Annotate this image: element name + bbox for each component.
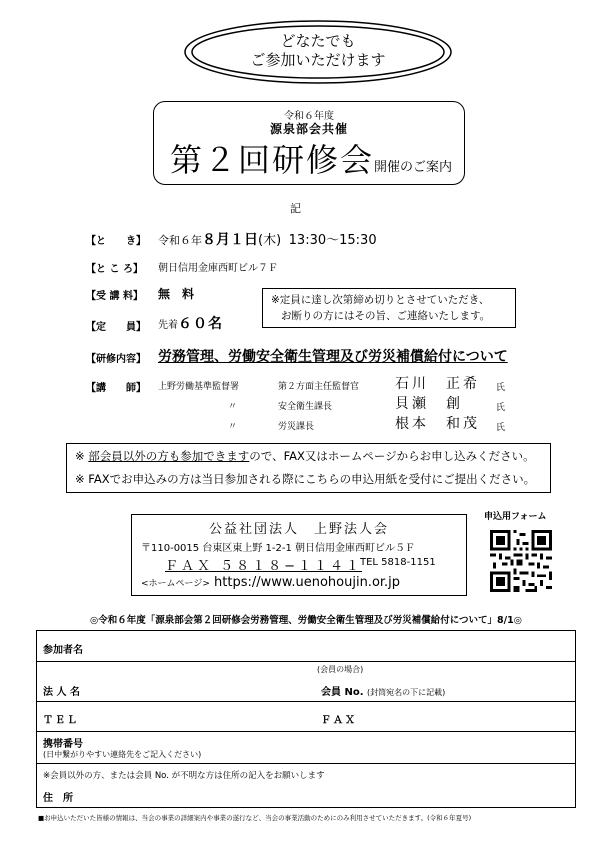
tel-label: ＴＥＬ bbox=[43, 715, 79, 726]
subject-value: 労務管理、労働安全衛生管理及び労災補償給付について bbox=[158, 349, 508, 365]
date-prefix: 令和６年 bbox=[158, 234, 202, 247]
title-suffix: 開催のご案内 bbox=[374, 160, 453, 175]
member-no-label bbox=[321, 683, 445, 698]
application-form bbox=[36, 630, 576, 808]
qr-code-icon[interactable] bbox=[490, 530, 552, 592]
form-divider bbox=[37, 731, 575, 732]
corp-name-label: 法 人 名 bbox=[43, 687, 80, 698]
banner-line1: どなたでも bbox=[280, 32, 356, 50]
form-title: ◎令和６年度「源泉部会第２回研修会労務管理、労働安全衛生管理及び労災補償給付について」8/1◎ bbox=[89, 615, 523, 626]
org-website[interactable] bbox=[141, 575, 400, 590]
instructor-label: 【講 師】 bbox=[86, 383, 146, 394]
tel-field[interactable] bbox=[107, 705, 307, 729]
ki-mark: 記 bbox=[290, 202, 301, 215]
instructor-name: 貝瀬 創 bbox=[395, 396, 463, 412]
mobile-label: 携帯番号 bbox=[43, 739, 83, 750]
date-day: (木) bbox=[258, 233, 282, 248]
note-line2: お断りの方にはその旨、ご連絡いたします。 bbox=[281, 310, 491, 322]
date-value bbox=[158, 229, 377, 249]
form-divider bbox=[37, 701, 575, 702]
place-label: 【と こ ろ】 bbox=[86, 264, 143, 275]
member-case-note: (会員の場合) bbox=[317, 665, 364, 674]
title-main: 第２回研修会 bbox=[170, 141, 375, 179]
notice-emphasis: 部会員以外の方も参加できます bbox=[88, 449, 250, 463]
instructor-name: 石川 正希 bbox=[395, 376, 480, 392]
place-value: 朝日信用金庫西町ビル７Ｆ bbox=[158, 263, 278, 274]
fax-field[interactable] bbox=[367, 705, 567, 729]
instructor-name: 根本 和茂 bbox=[395, 416, 480, 432]
fax-label: ＦＡＸ bbox=[321, 715, 357, 726]
notice-box bbox=[66, 443, 551, 493]
title-host: 源泉部会共催 bbox=[269, 122, 348, 136]
date-time: 13:30〜15:30 bbox=[288, 233, 377, 248]
instructor-title: 安全衛生課長 bbox=[278, 402, 333, 412]
notice-line2: ※ FAXでお申込みの方は当日参加される際にこちらの申込用紙を受付にご提出ください。 bbox=[75, 472, 536, 486]
instructor-org: 上野労働基準監督署 bbox=[158, 382, 240, 392]
web-prefix: <ホームページ> bbox=[141, 579, 210, 589]
mobile-note: (日中繋がりやすい連絡先をご記入ください) bbox=[43, 750, 202, 759]
notice-line1 bbox=[75, 445, 550, 468]
instructor-title: 労災課長 bbox=[278, 422, 315, 432]
notice-rest: ので、FAX又はホームページからお申し込みください。 bbox=[249, 449, 535, 463]
qr-label: 申込用フォーム bbox=[484, 512, 547, 522]
banner-text bbox=[182, 32, 454, 70]
org-name: 公益社団法人 上野法人会 bbox=[208, 522, 389, 537]
date-main: ８月１日 bbox=[202, 232, 258, 248]
fee-value: 無 料 bbox=[158, 287, 195, 301]
org-tel: TEL 5818-1151 bbox=[360, 557, 436, 568]
address-field[interactable] bbox=[107, 783, 567, 805]
banner-line2: ご参加いただけます bbox=[250, 51, 386, 69]
org-address: 〒110-0015 台東区東上野 1-2-1 朝日信用金庫西町ビル５Ｆ bbox=[141, 543, 415, 554]
notice-mark: ※ bbox=[75, 449, 89, 463]
instructor-honorific: 氏 bbox=[496, 423, 506, 433]
fee-label: 【受 講 料】 bbox=[86, 291, 143, 302]
instructor-honorific: 氏 bbox=[496, 383, 506, 393]
mobile-field[interactable] bbox=[277, 735, 567, 759]
member-no-note: (封筒宛名の下に記載) bbox=[367, 688, 446, 697]
form-divider bbox=[37, 661, 575, 662]
note-line1: ※定員に達し次第締め切りとさせていただき、 bbox=[271, 294, 490, 306]
instructor-org: 〃 bbox=[228, 402, 238, 412]
participant-label: 参加者名 bbox=[43, 645, 83, 656]
instructor-org: 〃 bbox=[228, 422, 238, 432]
capacity-value bbox=[158, 313, 223, 333]
page-title bbox=[170, 140, 452, 188]
privacy-footer: ■お申込いただいた皆様の情報は、当会の事業の詳細案内や事業の遂行など、当会の事業活動のためにのみ利用させていただきます。(令和６年夏号) bbox=[38, 814, 472, 822]
address-label: 住 所 bbox=[43, 793, 73, 804]
participant-field[interactable] bbox=[127, 635, 567, 659]
org-fax: ＦＡＸ ５８１８−１１４１ bbox=[165, 559, 363, 574]
instructor-honorific: 氏 bbox=[496, 403, 506, 413]
address-note: ※会員以外の方、または会員 No. が不明な方は住所の記入をお願いします bbox=[43, 771, 325, 781]
date-label: 【と き】 bbox=[86, 236, 146, 247]
member-no-text: 会員 No. bbox=[321, 687, 364, 698]
capacity-number: ６０名 bbox=[178, 316, 223, 332]
capacity-prefix: 先着 bbox=[158, 320, 178, 331]
corp-name-field[interactable] bbox=[107, 675, 307, 699]
capacity-label: 【定 員】 bbox=[86, 322, 146, 333]
capacity-note bbox=[262, 288, 516, 328]
web-url[interactable]: https://www.uenohoujin.or.jp bbox=[214, 575, 401, 590]
title-year: 令和６年度 bbox=[284, 111, 334, 122]
form-divider bbox=[37, 763, 575, 764]
subject-label: 【研修内容】 bbox=[86, 354, 146, 365]
instructor-title: 第２方面主任監督官 bbox=[278, 382, 360, 392]
